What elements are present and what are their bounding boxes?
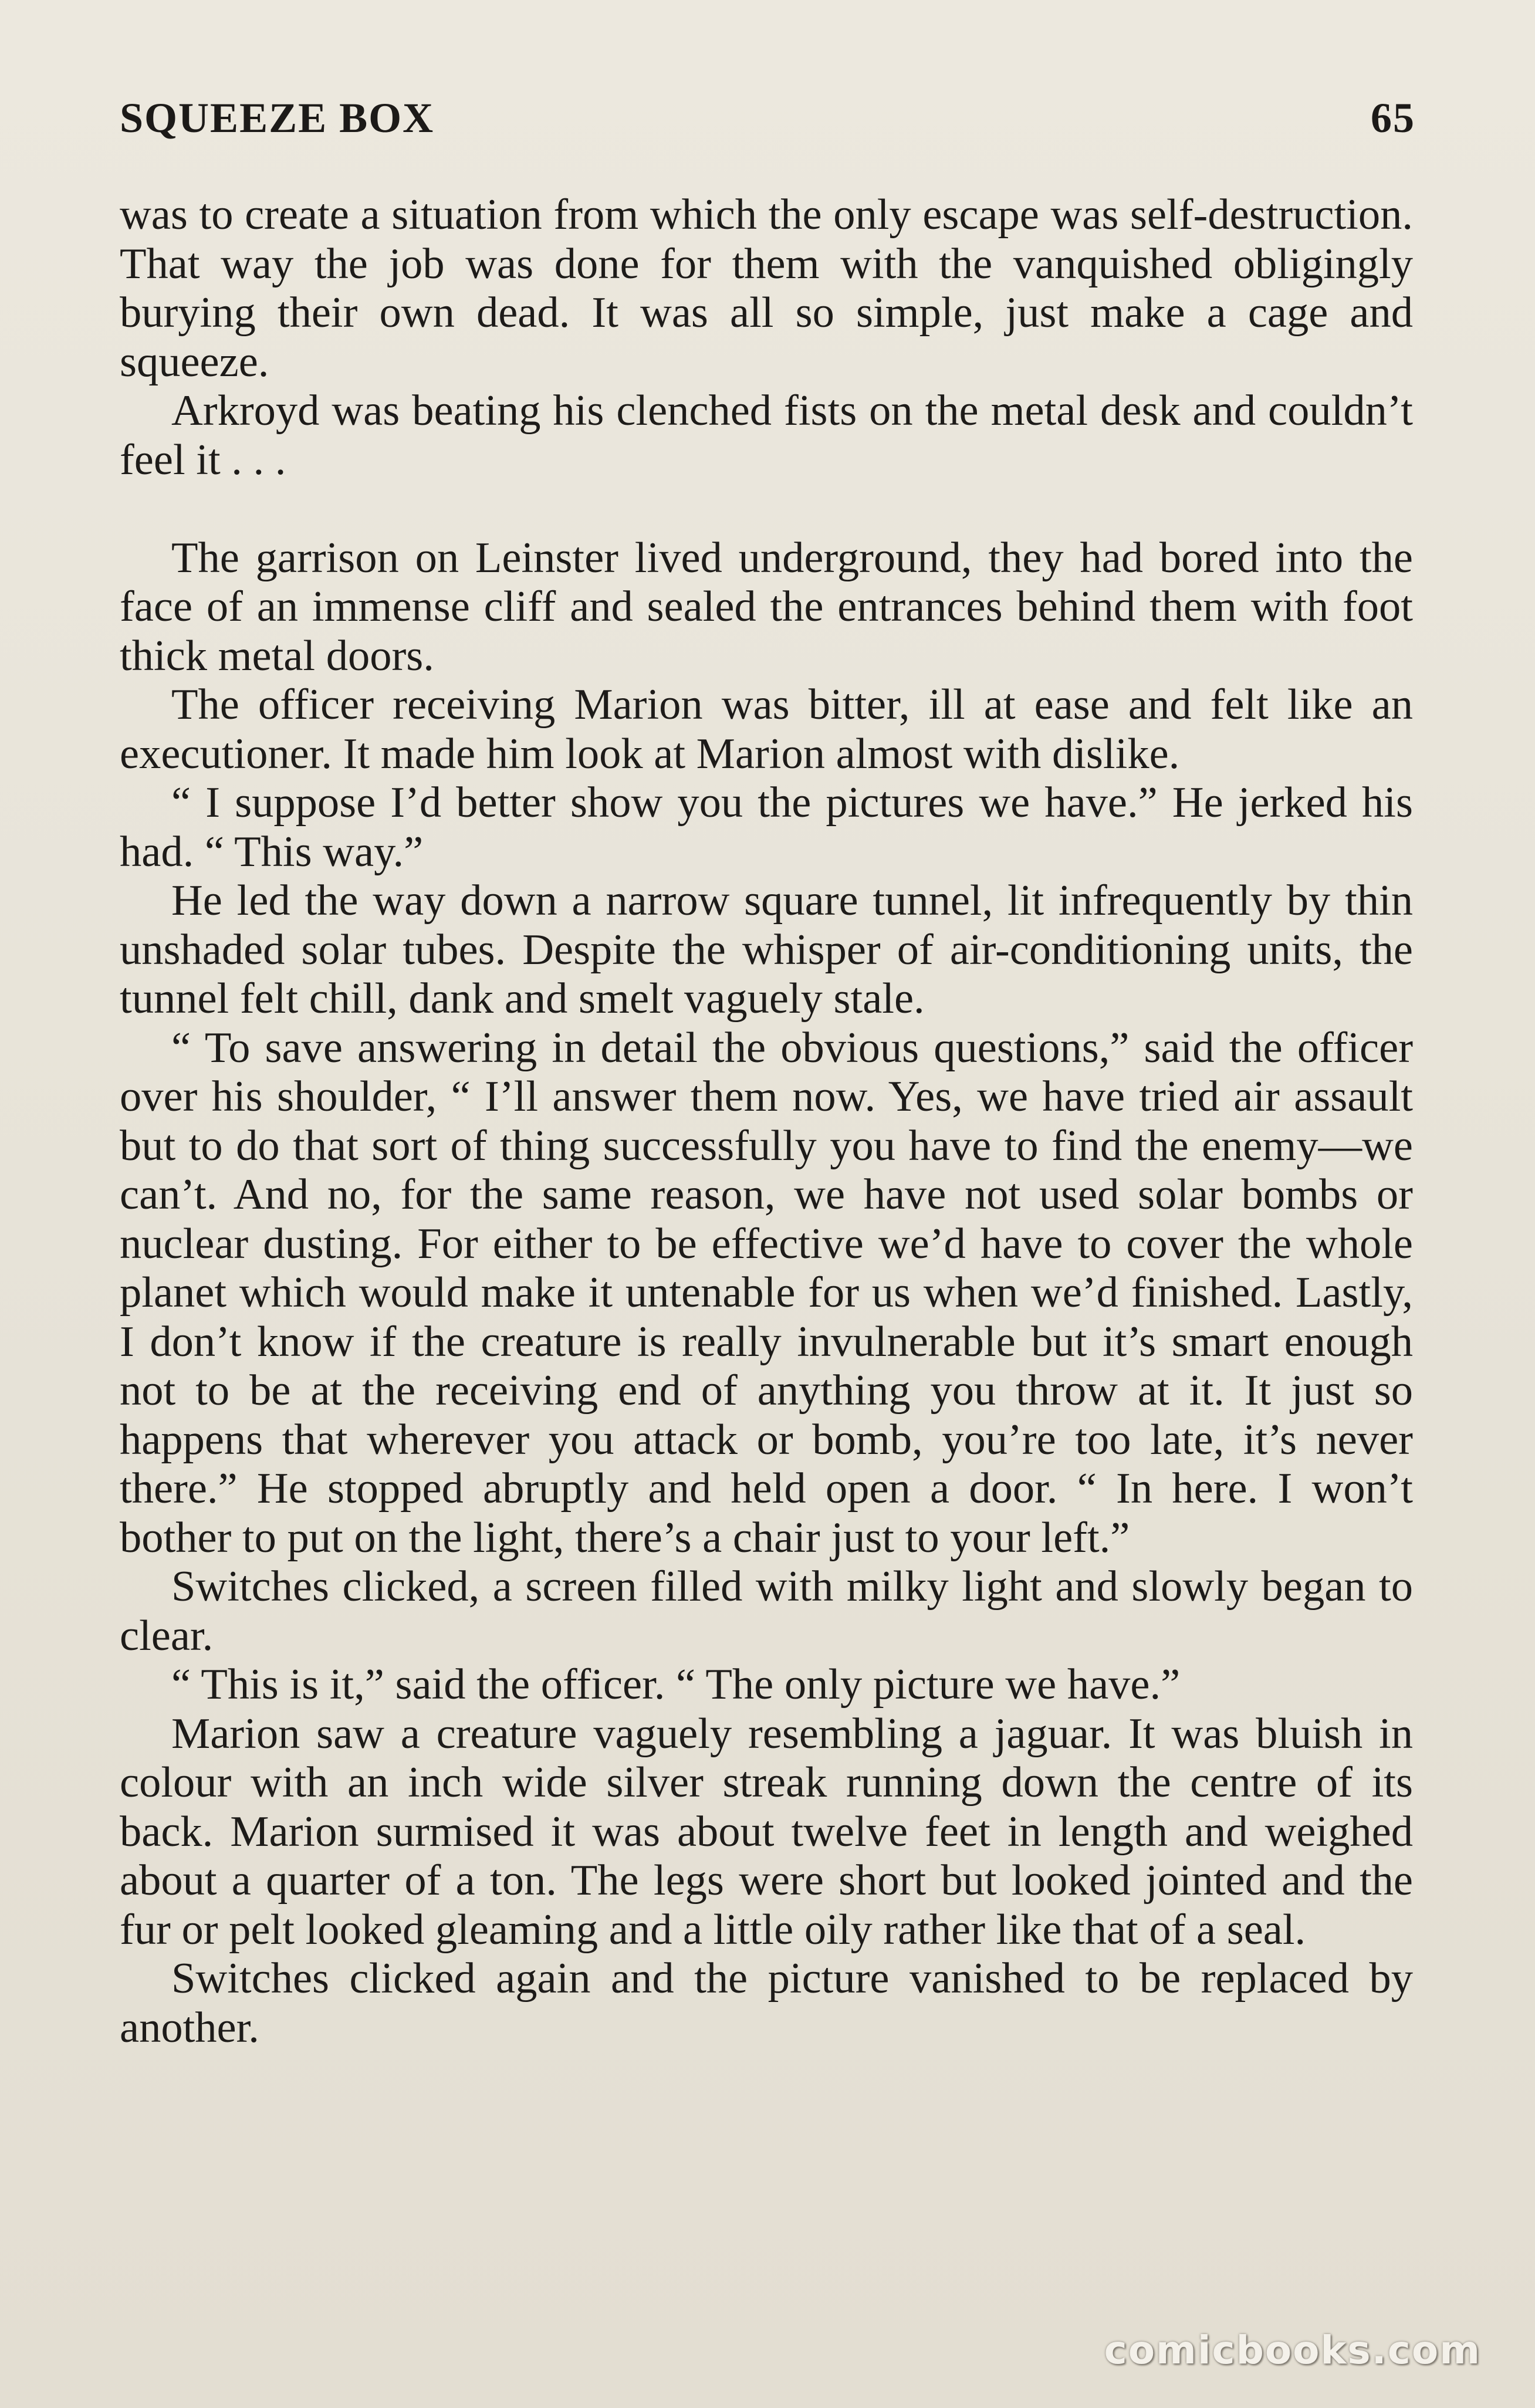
paragraph: “ To save answering in detail the obvious questions,” said the officer over his shoulder, “ I’ll answer them now. Yes, we have tried air assault but to do that sort of thing successfully you have to find the enemy—we can’t. And no, for the same reason, we have not used solar bombs or nuclear dusting. For either to be effective we’d have to cover the whole planet which would make it untenable for us when we’d finished. Lastly, I don’t know if the creature is really invulnerable but it’s smart enough not to be at the receiving end of anything you throw at it. It just so happens that wherever you attack or bomb, you’re too late, it’s never there.” He stopped abruptly and held open a door. “ In here. I won’t bother to put on the light, there’s a chair just to your left.”: [120, 1023, 1413, 1562]
paragraph: “ I suppose I’d better show you the pictures we have.” He jerked his had. “ This way.”: [120, 779, 1413, 876]
paragraph: The officer receiving Marion was bitter, ill at ease and felt like an executioner. It made him look at Marion almost with dislike.: [120, 681, 1413, 778]
page-header: [120, 94, 1415, 158]
running-head: SQUEEZE BOX: [120, 94, 435, 141]
paragraph: Switches clicked, a screen filled with milky light and slowly began to clear.: [120, 1563, 1413, 1660]
paragraph: Arkroyd was beating his clenched fists on the metal desk and couldn’t feel it . . .: [120, 387, 1413, 484]
paragraph: The garrison on Leinster lived underground, they had bored into the face of an immense cliff and sealed the entrances behind them with foot thick metal doors.: [120, 533, 1413, 680]
section-break: [120, 485, 1413, 534]
paragraph: Marion saw a creature vaguely resembling a jaguar. It was bluish in colour with an inch wide silver streak running down the centre of its back. Marion surmised it was about twelve feet in length and weighed about a quarter of a ton. The legs were short but looked jointed and the fur or pelt looked gleaming and a little oily rather like that of a seal.: [120, 1709, 1413, 1954]
paragraph: “ This is it,” said the officer. “ The only picture we have.”: [171, 1660, 1181, 1709]
page-number: 65: [1371, 94, 1415, 141]
paragraph: He led the way down a narrow square tunnel, lit infrequently by thin unshaded solar tubes. Despite the whisper of air-conditioning units, the tunnel felt chill, dank and smelt vaguely stale.: [120, 877, 1413, 1023]
body-text: [120, 191, 1413, 2052]
paragraph: Switches clicked again and the picture vanished to be replaced by another.: [120, 1954, 1413, 2052]
site-watermark: comicbooks.com: [1104, 2328, 1481, 2373]
paragraph: was to create a situation from which the only escape was self-destruction. That way the job was done for them with the vanquished obligingly burying their own dead. It was all so simple, just make a cage and squeeze.: [120, 191, 1413, 386]
